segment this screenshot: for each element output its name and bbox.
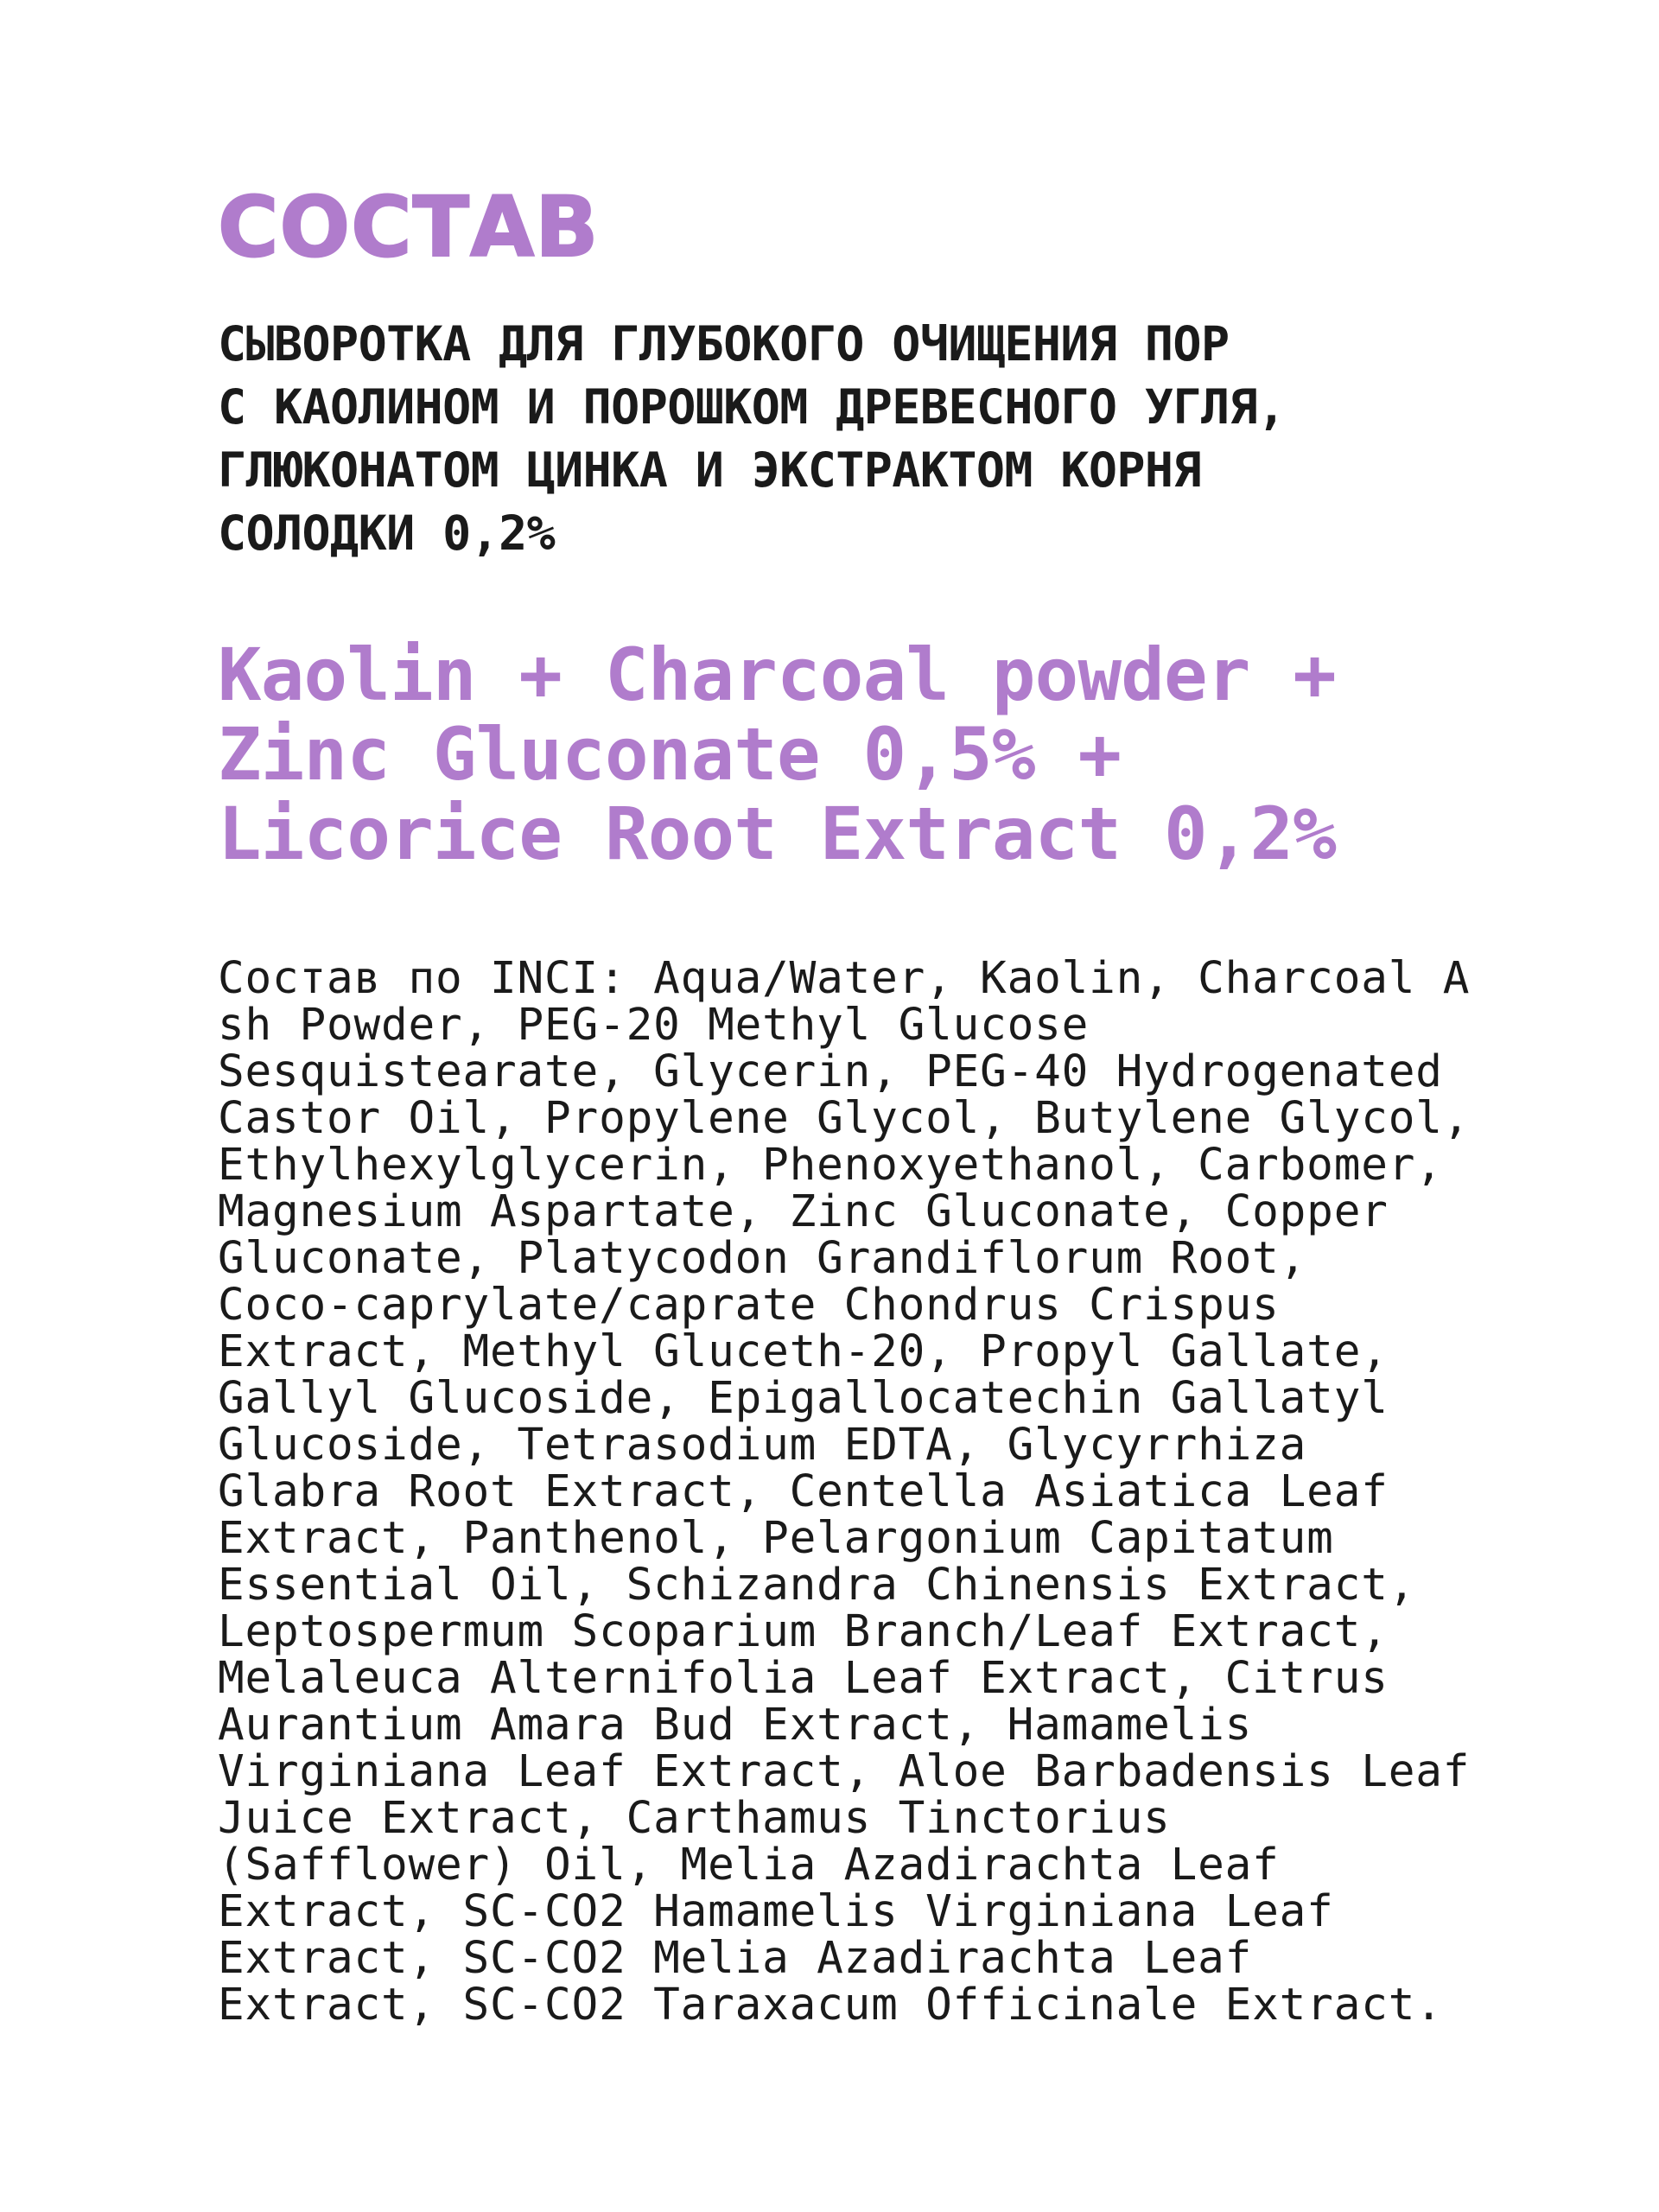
formula-line: Kaolin + Charcoal powder + [218,632,1337,717]
inci-line: Juice Extract, Carthamus Tinctorius [218,1793,1171,1844]
inci-line: Glabra Root Extract, Centella Asiatica Leaf [218,1466,1389,1517]
inci-line: Extract, SC-CO2 Melia Azadirachta Leaf [218,1933,1253,1984]
inci-line: Extract, SC-CO2 Hamamelis Virginiana Leaf [218,1886,1334,1937]
formula-line: Licorice Root Extract 0,2% [218,791,1337,876]
product-description [218,313,1566,565]
active-ingredients-formula [218,632,1600,876]
inci-line: (Safflower) Oil, Melia Azadirachta Leaf [218,1840,1280,1891]
inci-line: Extract, Methyl Gluceth-20, Propyl Gallate, [218,1326,1389,1377]
inci-line: Sesquistearate, Glycerin, PEG-40 Hydrogenated [218,1046,1443,1097]
inci-line: Magnesium Aspartate, Zinc Gluconate, Copper [218,1186,1389,1237]
inci-ingredients-list [218,953,1600,2031]
inci-line: Extract, SC-CO2 Taraxacum Officinale Extract. [218,1980,1443,2031]
inci-line: Virginiana Leaf Extract, Aloe Barbadensis Leaf [218,1746,1471,1797]
inci-line: Aurantium Amara Bud Extract, Hamamelis [218,1700,1253,1751]
inci-line: Coco-caprylate/caprate Chondrus Crispus [218,1280,1280,1331]
product-description-line: СОЛОДКИ 0,2% [218,505,556,561]
inci-line: Castor Oil, Propylene Glycol, Butylene Glycol, [218,1093,1471,1144]
inci-line: Melaleuca Alternifolia Leaf Extract, Citrus [218,1653,1389,1704]
formula-line: Zinc Gluconate 0,5% + [218,712,1122,797]
inci-line: Gallyl Glucoside, Epigallocatechin Gallatyl [218,1373,1389,1424]
ingredients-page [218,0,1600,2212]
inci-line: sh Powder, PEG-20 Methyl Glucose [218,1000,1090,1051]
inci-line: Leptospermum Scoparium Branch/Leaf Extract, [218,1606,1389,1657]
inci-line: Essential Oil, Schizandra Chinensis Extract, [218,1560,1416,1611]
product-description-line: СЫВОРОТКА ДЛЯ ГЛУБОКОГО ОЧИЩЕНИЯ ПОР [218,316,1230,372]
inci-line: Состав по INCI: Aqua/Water, Kaolin, Charcoal A [218,953,1471,1004]
inci-line: Gluconate, Platycodon Grandiflorum Root, [218,1233,1307,1284]
product-description-line: С КАОЛИНОМ И ПОРОШКОМ ДРЕВЕСНОГО УГЛЯ, [218,379,1286,435]
inci-line: Glucoside, Tetrasodium EDTA, Glycyrrhiza [218,1420,1307,1471]
page-title: СОСТАВ [218,179,600,276]
inci-line: Ethylhexylglycerin, Phenoxyethanol, Carbomer, [218,1140,1443,1191]
inci-line: Extract, Panthenol, Pelargonium Capitatum [218,1513,1334,1564]
product-description-line: ГЛЮКОНАТОМ ЦИНКА И ЭКСТРАКТОМ КОРНЯ [218,442,1201,498]
